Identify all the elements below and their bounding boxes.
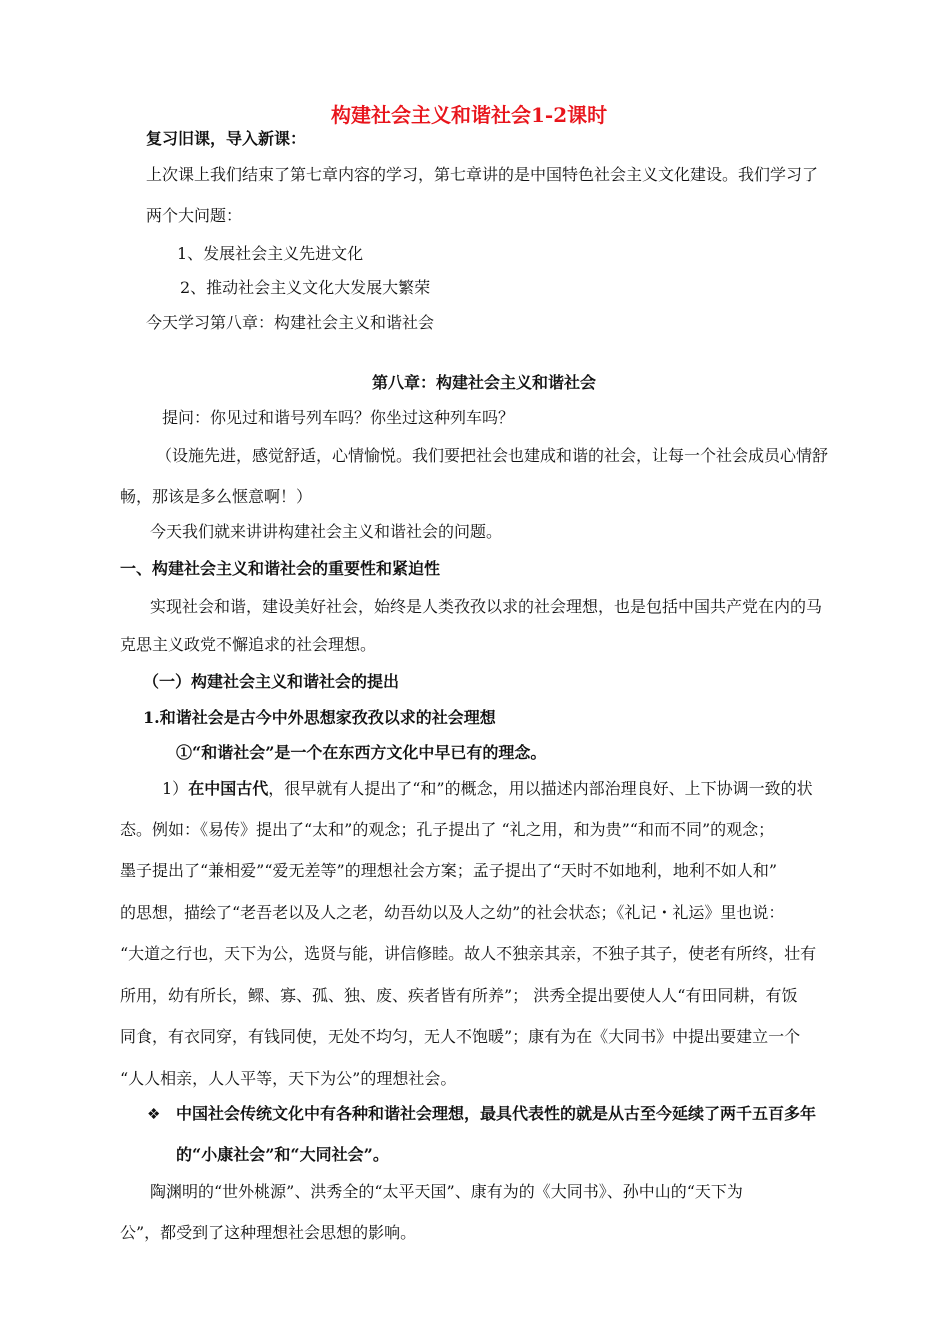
paragraph-line: 墨子提出了“兼相爱”“爱无差等”的理想社会方案；孟子提出了“天时不如地利，地利不如人和” <box>120 861 778 880</box>
paragraph-line: 两个大问题： <box>146 206 243 225</box>
question-line: 提问：你见过和谐号列车吗？你坐过这种列车吗？ <box>162 408 515 427</box>
paragraph-line: 公”，都受到了这种理想社会思想的影响。 <box>120 1223 417 1242</box>
paragraph-line: 实现社会和谐，建设美好社会，始终是人类孜孜以求的社会理想，也是包括中国共产党在内的马 <box>150 597 823 616</box>
ancient-bold: 在中国古代 <box>188 779 269 798</box>
paragraph-line: 态。例如：《易传》提出了“太和”的观念；孔子提出了 “礼之用，和为贵”“和而不同”的观念； <box>120 820 775 839</box>
paragraph-line: “人人相亲，人人平等，天下为公”的理想社会。 <box>120 1069 457 1088</box>
ancient-rest: ，很早就有人提出了“和”的概念，用以描述内部治理良好、上下协调一致的状 <box>268 779 813 798</box>
diamond-bullet-icon: ❖ <box>147 1105 161 1123</box>
paragraph-line: 陶渊明的“世外桃源”、洪秀全的“太平天国”、康有为的《大同书》、孙中山的“天下为 <box>150 1182 743 1201</box>
circled-point-heading: ①“和谐社会”是一个在东西方文化中早已有的理念。 <box>176 743 547 762</box>
chapter-heading: 第八章：构建社会主义和谐社会 <box>372 373 597 392</box>
paragraph-line: 今天学习第八章：构建社会主义和谐社会 <box>146 313 435 332</box>
paragraph-line: 的思想，描绘了“老吾老以及人之老，幼吾幼以及人之幼”的社会状态；《礼记・礼运》里也说： <box>120 903 785 922</box>
paragraph-line: 同食，有衣同穿，有钱同使，无处不均匀，无人不饱暖”；康有为在《大同书》中提出要建立一个 <box>120 1027 801 1046</box>
paragraph-line: 畅，那该是多么惬意啊！） <box>120 487 313 506</box>
paragraph-line: （设施先进，感觉舒适，心情愉悦。我们要把社会也建成和谐的社会，让每一个社会成员心情舒 <box>156 446 829 465</box>
paragraph-line: 今天我们就来讲讲构建社会主义和谐社会的问题。 <box>150 522 503 541</box>
ancient-prefix: 1） <box>162 779 189 798</box>
section-heading: 一、构建社会主义和谐社会的重要性和紧迫性 <box>120 559 441 578</box>
paragraph-line <box>162 778 813 800</box>
list-item: 2、推动社会主义文化大发展大繁荣 <box>180 278 431 297</box>
paragraph-line: 所用，幼有所长，鳏、寡、孤、独、废、疾者皆有所养”； 洪秀全提出要使人人“有田同耕，有饭 <box>120 986 798 1005</box>
point-heading: 1.和谐社会是古今中外思想家孜孜以求的社会理想 <box>143 708 496 727</box>
paragraph-line: 克思主义政党不懈追求的社会理想。 <box>120 635 377 654</box>
paragraph-line: 上次课上我们结束了第七章内容的学习，第七章讲的是中国特色社会主义文化建设。我们学习了 <box>146 165 819 184</box>
bullet-text-line: 的“小康社会”和“大同社会”。 <box>176 1145 389 1164</box>
bullet-text-line: 中国社会传统文化中有各种和谐社会理想，最具代表性的就是从古至今延续了两千五百多年 <box>176 1104 817 1123</box>
subsection-heading: （一）构建社会主义和谐社会的提出 <box>143 672 400 691</box>
review-heading: 复习旧课，导入新课： <box>146 129 307 148</box>
paragraph-line: “大道之行也，天下为公，选贤与能，讲信修睦。故人不独亲其亲，不独子其子，使老有所终，壮有 <box>120 944 817 963</box>
list-item: 1、发展社会主义先进文化 <box>177 244 364 263</box>
page-title: 构建社会主义和谐社会1-2课时 <box>331 103 608 127</box>
